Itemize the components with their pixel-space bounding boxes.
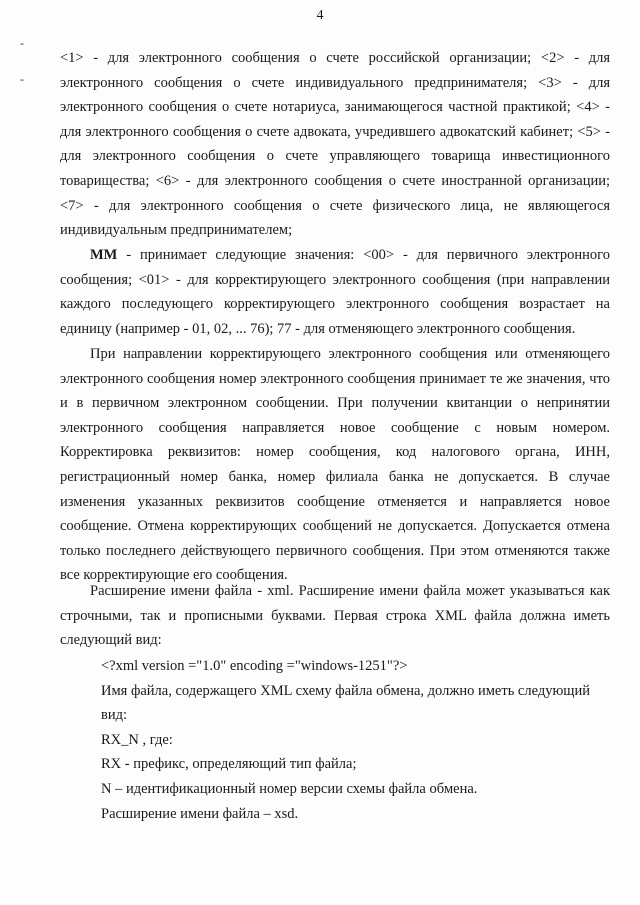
margin-mark: - xyxy=(20,72,24,86)
schema-pattern-line: RX_N , где: xyxy=(101,731,173,748)
margin-mark: - xyxy=(20,36,24,50)
mm-description: - принимает следующие значения: <00> - для первичного электронного сообщения; <01> - для корректирующего электронного сообщения (при направлении каждого последующего корректирующего электронного сообщения возрастает на единицу (например - 01, 02, ... 76); 77 - для отменяющего электронного сообщения. xyxy=(60,247,610,337)
paragraph-correction-rules: При направлении корректирующего электронного сообщения или отменяющего электронного сообщения номер электронного сообщения принимает те же значения, что и в первичном электронном сообщении. При получении квитанции о непринятии электронного сообщения направляется новое сообщение с новым номером. Корректировка реквизитов: номер сообщения, код налогового органа, ИНН, регистрационный номер банка, номер филиала банка не допускается. В случае изменения указанных реквизитов сообщение отменяется и направляется новое сообщение. Отмена корректирующих сообщений не допускается. Допускается отмена только последнего действующего первичного сообщения. При этом отменяются также все корректирующие его сообщения. xyxy=(60,346,610,584)
version-definition-line: N – идентификационный номер версии схемы файла обмена. xyxy=(101,780,478,797)
schema-extension-line: Расширение имени файла – xsd. xyxy=(101,805,299,822)
mm-term: ММ xyxy=(90,247,118,263)
paragraph-account-codes: <1> - для электронного сообщения о счете российской организации; <2> - для электронного сообщения о счете индивидуального предпринимателя; <3> - для электронного сообщения о счете нотариуса, занимающегося частной практикой; <4> - для электронного сообщения о счете адвоката, учредившего адвокатский кабинет; <5> - для электронного сообщения о счете управляющего товарища инвестиционного товарищества; <6> - для электронного сообщения о счете иностранной организации; <7> - для электронного сообщения о счете физического лица, не являющегося индивидуальным предпринимателем; xyxy=(60,50,610,239)
xml-declaration-line: <?xml version ="1.0" encoding ="windows-1251"?> xyxy=(101,658,408,674)
schema-filename-line: Имя файла, содержащего XML схему файла обмена, должно иметь следующий вид: xyxy=(101,682,590,724)
page-number: 4 xyxy=(316,8,324,23)
xml-spec-block xyxy=(101,654,611,826)
paragraph-mm-values xyxy=(60,243,610,341)
paragraph-file-extension: Расширение имени файла - xml. Расширение имени файла может указываться как строчными, так и прописными буквами. Первая строка XML файла должна иметь следующий вид: xyxy=(60,583,610,649)
prefix-definition-line: RX - префикс, определяющий тип файла; xyxy=(101,756,357,773)
